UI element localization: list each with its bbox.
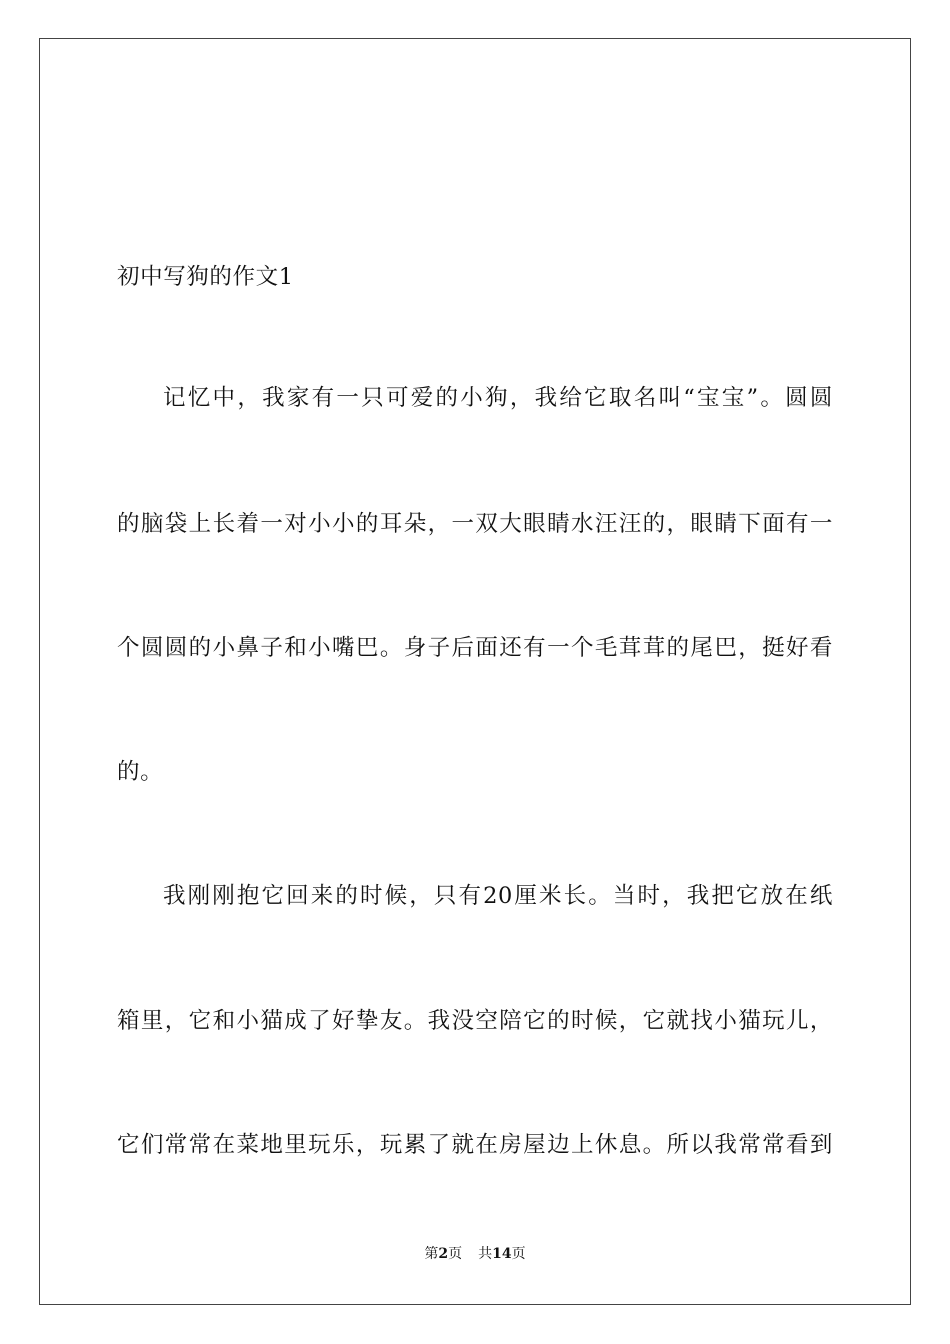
paragraph-line: 我刚刚抱它回来的时候，只有20厘米长。当时，我把它放在纸	[163, 883, 833, 909]
page-prefix: 第	[424, 1246, 439, 1262]
paragraph-line: 的。	[117, 759, 164, 785]
total-prefix: 共	[478, 1246, 493, 1262]
paragraph-line: 箱里，它和小猫成了好挚友。我没空陪它的时候，它就找小猫玩儿，	[117, 1008, 833, 1034]
page-footer	[0, 1244, 950, 1264]
paragraph-line: 记忆中，我家有一只可爱的小狗，我给它取名叫“宝宝”。圆圆	[163, 385, 833, 411]
document-title: 初中写狗的作文1	[117, 264, 294, 290]
page-total: 14	[492, 1246, 512, 1262]
total-unit: 页	[511, 1246, 526, 1262]
paragraph-line: 个圆圆的小鼻子和小嘴巴。身子后面还有一个毛茸茸的尾巴，挺好看	[117, 635, 833, 661]
page-unit: 页	[448, 1246, 463, 1262]
page-border	[39, 38, 911, 1305]
paragraph-line: 的脑袋上长着一对小小的耳朵，一双大眼睛水汪汪的，眼睛下面有一	[117, 511, 833, 537]
page-current: 2	[438, 1246, 449, 1262]
paragraph-line: 它们常常在菜地里玩乐，玩累了就在房屋边上休息。所以我常常看到	[117, 1132, 833, 1158]
